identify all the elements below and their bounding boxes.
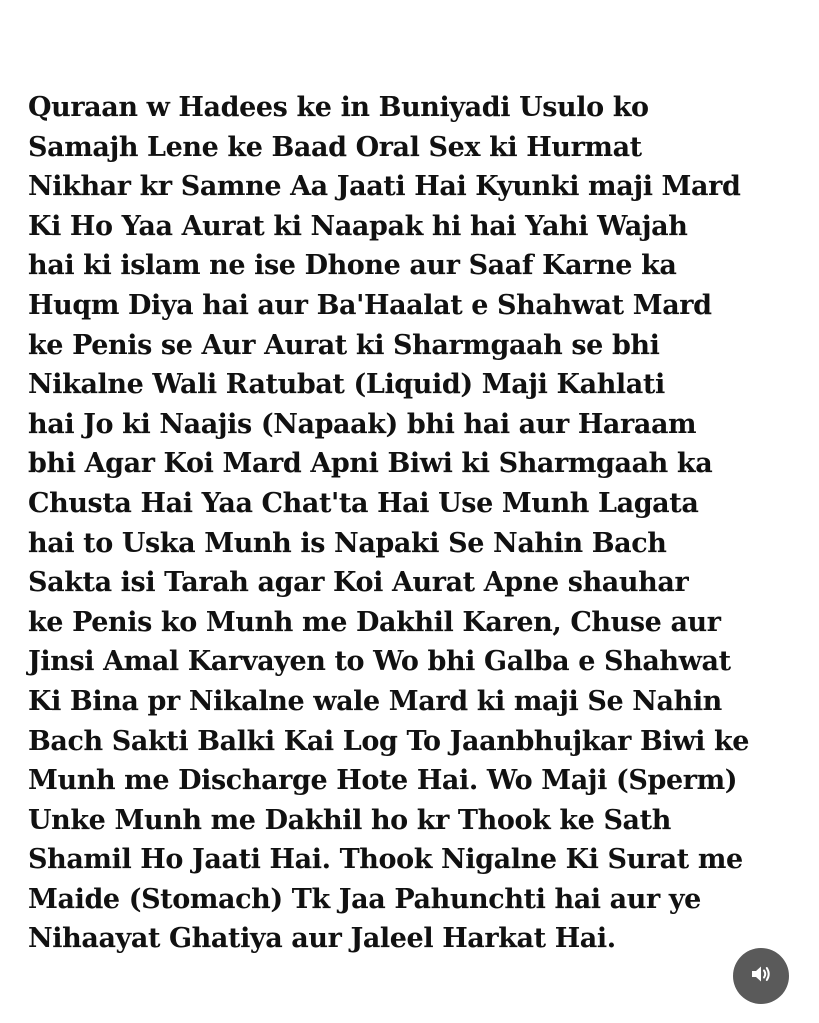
text-line: Maide (Stomach) Tk Jaa Pahunchti hai aur ye xyxy=(28,883,701,915)
text-line: Bach Sakti Balki Kai Log To Jaanbhujkar Biwi ke xyxy=(28,725,750,757)
text-line: Munh me Discharge Hote Hai. Wo Maji (Sperm) xyxy=(28,765,738,797)
text-line: Ki Ho Yaa Aurat ki Naapak hi hai Yahi Wajah xyxy=(28,210,688,242)
text-line: Nihaayat Ghatiya aur Jaleel Harkat Hai. xyxy=(28,923,616,955)
text-line: Chusta Hai Yaa Chat'ta Hai Use Munh Lagata xyxy=(28,487,699,519)
text-line: Unke Munh me Dakhil ho kr Thook ke Sath xyxy=(28,804,671,836)
text-line: Sakta isi Tarah agar Koi Aurat Apne shauhar xyxy=(28,567,689,599)
text-line: Nikalne Wali Ratubat (Liquid) Maji Kahlati xyxy=(28,369,665,401)
text-line: ke Penis ko Munh me Dakhil Karen, Chuse aur xyxy=(28,606,721,638)
text-line: Quraan w Hadees ke in Buniyadi Usulo ko xyxy=(28,92,649,123)
text-line: hai to Uska Munh is Napaki Se Nahin Bach xyxy=(28,527,667,559)
text-line: Huqm Diya hai aur Ba'Haalat e Shahwat Mard xyxy=(28,289,712,321)
text-line: Ki Bina pr Nikalne wale Mard ki maji Se Nahin xyxy=(28,685,722,717)
text-line: Nikhar kr Samne Aa Jaati Hai Kyunki maji Mard xyxy=(28,171,741,203)
audio-toggle-button[interactable] xyxy=(733,948,789,1004)
speaker-icon xyxy=(748,961,774,992)
text-line: bhi Agar Koi Mard Apni Biwi ki Sharmgaah ka xyxy=(28,448,713,480)
text-line: Samajh Lene ke Baad Oral Sex ki Hurmat xyxy=(28,131,642,163)
text-line: hai ki islam ne ise Dhone aur Saaf Karne ka xyxy=(28,250,677,282)
text-line: hai Jo ki Naajis (Napaak) bhi hai aur Haraam xyxy=(28,408,697,440)
text-line: ke Penis se Aur Aurat ki Sharmgaah se bhi xyxy=(28,329,660,361)
text-line: Jinsi Amal Karvayen to Wo bhi Galba e Shahwat xyxy=(28,646,731,678)
body-text xyxy=(28,88,808,959)
text-line: Shamil Ho Jaati Hai. Thook Nigalne Ki Surat me xyxy=(28,844,743,876)
